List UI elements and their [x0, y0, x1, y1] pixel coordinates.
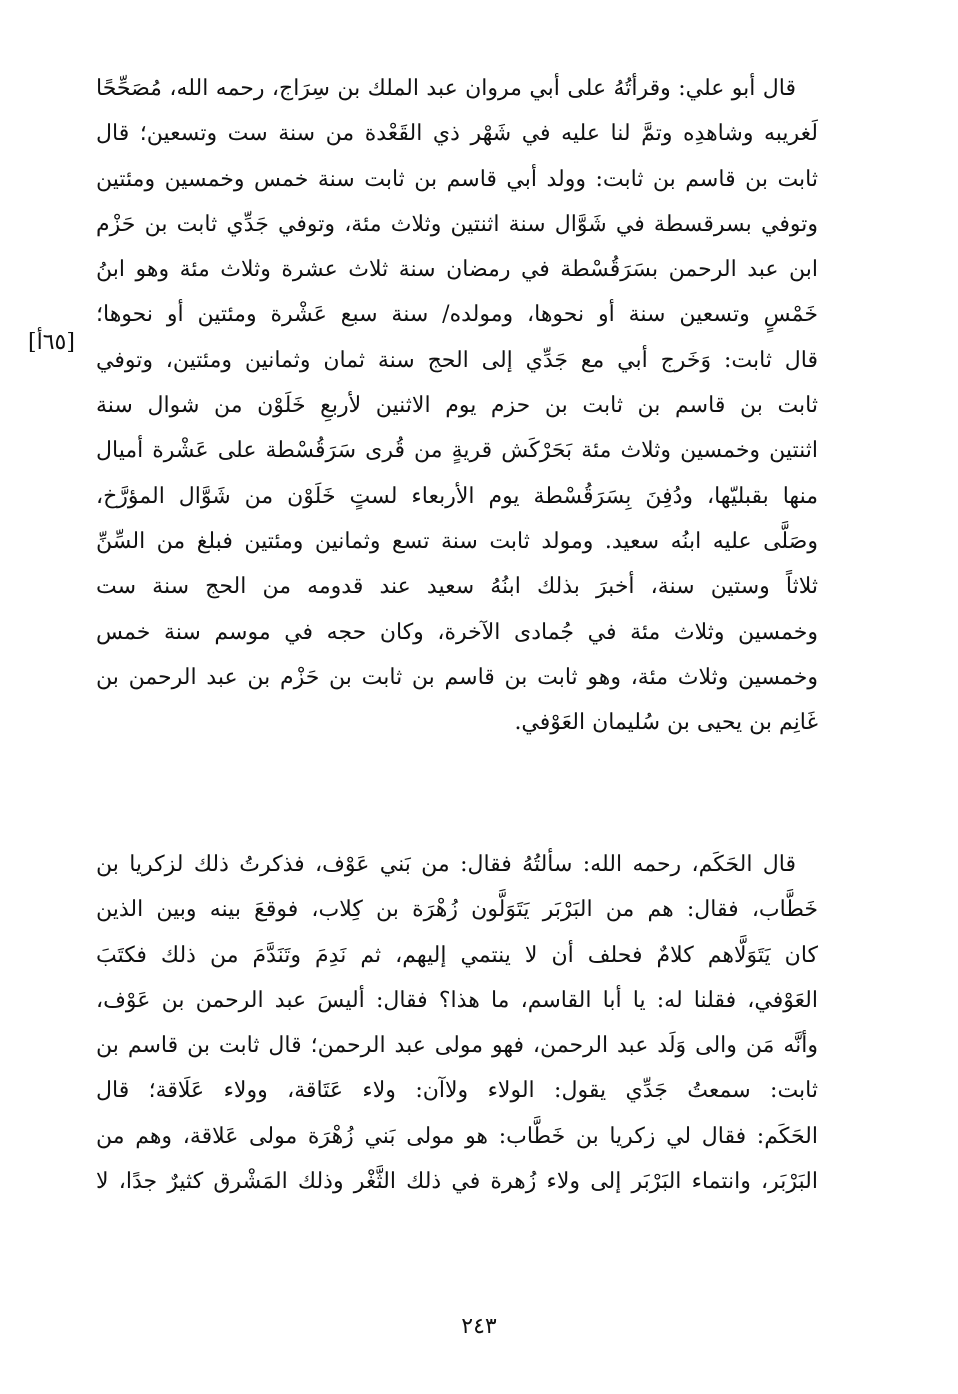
text-line: ثابت: سمعتُ جَدِّي يقول: الولاء ولاآن: ولاء عَتَاقة، وولاء عَلَاقة؛ قال: [96, 1078, 818, 1104]
folio-marker: [٦٥أ]: [28, 330, 75, 355]
text-line: ثابت بن قاسم بن ثابت: وولد أبي قاسم بن ثابت سنة خمس وخمسين ومئتين: [96, 166, 818, 192]
text-line: خَطَّاب، فقال: هم من البَرْبَر يَتَوَلَّون زُهْرَة بن كِلاب، فوقعَ بينه وبين الذين: [96, 897, 818, 923]
text-line: خَمْسٍ وتسعين سنة أو نحوها، ومولده/ سنة سبع عَشْرة ومئتين أو نحوها؛: [96, 302, 818, 328]
paragraph-1: [96, 66, 818, 745]
text-line: قال ثابت: وَخَرج أبي مع جَدِّي إلى الحج سنة ثمان وثمانين ومئتين، وتوفي: [96, 347, 818, 373]
text-line: منها بقبليّها، ودُفِنَ بِسَرَقُسْطة يوم الأربعاء لستٍ خَلَوْن من شَوَّال المؤرَّخ،: [96, 483, 818, 509]
text-line: وأنَّه مَن والى وَلَد عبد الرحمن، فهو مولى عبد الرحمن؛ قال ثابت بن قاسم بن: [96, 1033, 818, 1059]
text-line: ثابت بن قاسم بن ثابت بن حزم يوم الاثنين لأربعِ خَلَوْن من شوال سنة: [96, 393, 818, 419]
text-line: الحَكَم: فقال لي زكريا بن خَطَّاب: هو مولى بَني زُهْرَة مولى عَلاقة، وهم من: [96, 1123, 818, 1149]
text-line: البَرْبَر، وانتماء البَرْبَر إلى ولاء زُهرة في ذلك الثَّغْر وذلك المَشْرق كثيرٌ جدًا، لا: [96, 1169, 818, 1195]
text-line: اثنتين وخمسين وثلاث مئة بَحَرْكَش قريةٍ من قُرى سَرَقُسْطة على عَشْرة أميال: [96, 438, 818, 464]
text-line: ثلاثاً وستين سنة، أخبرَ بذلك ابنُهُ سعيد عند قدومه من الحج سنة ست: [96, 574, 818, 600]
page-number: ٢٤٣: [461, 1314, 497, 1339]
text-line: قال أبو علي: وقرأتُهُ على أبي مروان عبد الملك بن سِرَاج، رحمه الله، مُصَحِّحًا: [96, 76, 796, 101]
text-line: ابن عبد الرحمن بسَرَقُسْطة في رمضان سنة ثلاث عشرة وثلاث مئة وهو ابنُ: [96, 257, 818, 283]
text-line: كان يَتَوَلَّاهم كلامٌ فحلف أن لا ينتمي إليهم، ثم نَدِمَ وتَنَدَّمَ من ذلك فكتَبَ: [96, 942, 818, 968]
text-line: العَوْفي، فقلنا له: يا أبا القاسم، ما هذا؟ فقال: أليسَ عبد الرحمن بن عَوْف،: [96, 987, 818, 1013]
text-line: لَغريبه وشاهدِه وتمَّ لنا عليه في شَهْر ذي القَعْدة من سنة ست وتسعين؛ قال: [96, 121, 818, 147]
text-line: وصَلَّى عليه ابنُه سعيد. ومولد ثابت سنة تسع وثمانين ومئتين فبلغ من السِّنِّ: [96, 528, 818, 554]
text-line: غَانِم بن يحيى بن سُليمان العَوْفي.: [514, 710, 818, 736]
text-line: وخمسين وثلاث مئة، وهو ثابت بن قاسم بن ثابت بن حَزْم بن عبد الرحمن بن: [96, 664, 818, 690]
text-line: قال الحَكَم، رحمه الله: سألتُهُ فقال: من بَني عَوْف، فذكرتُ ذلك لزكريا بن: [96, 852, 796, 877]
text-line: وخمسين وثلاث مئة في جُمادى الآخرة، وكان حجه في موسم سنة خمس: [96, 619, 818, 645]
paragraph-2: [96, 842, 818, 1204]
text-line: وتوفي بسرقسطة في شَوَّال سنة اثنتين وثلاث مئة، وتوفي جَدِّي ثابت بن حَزْم: [96, 211, 818, 237]
